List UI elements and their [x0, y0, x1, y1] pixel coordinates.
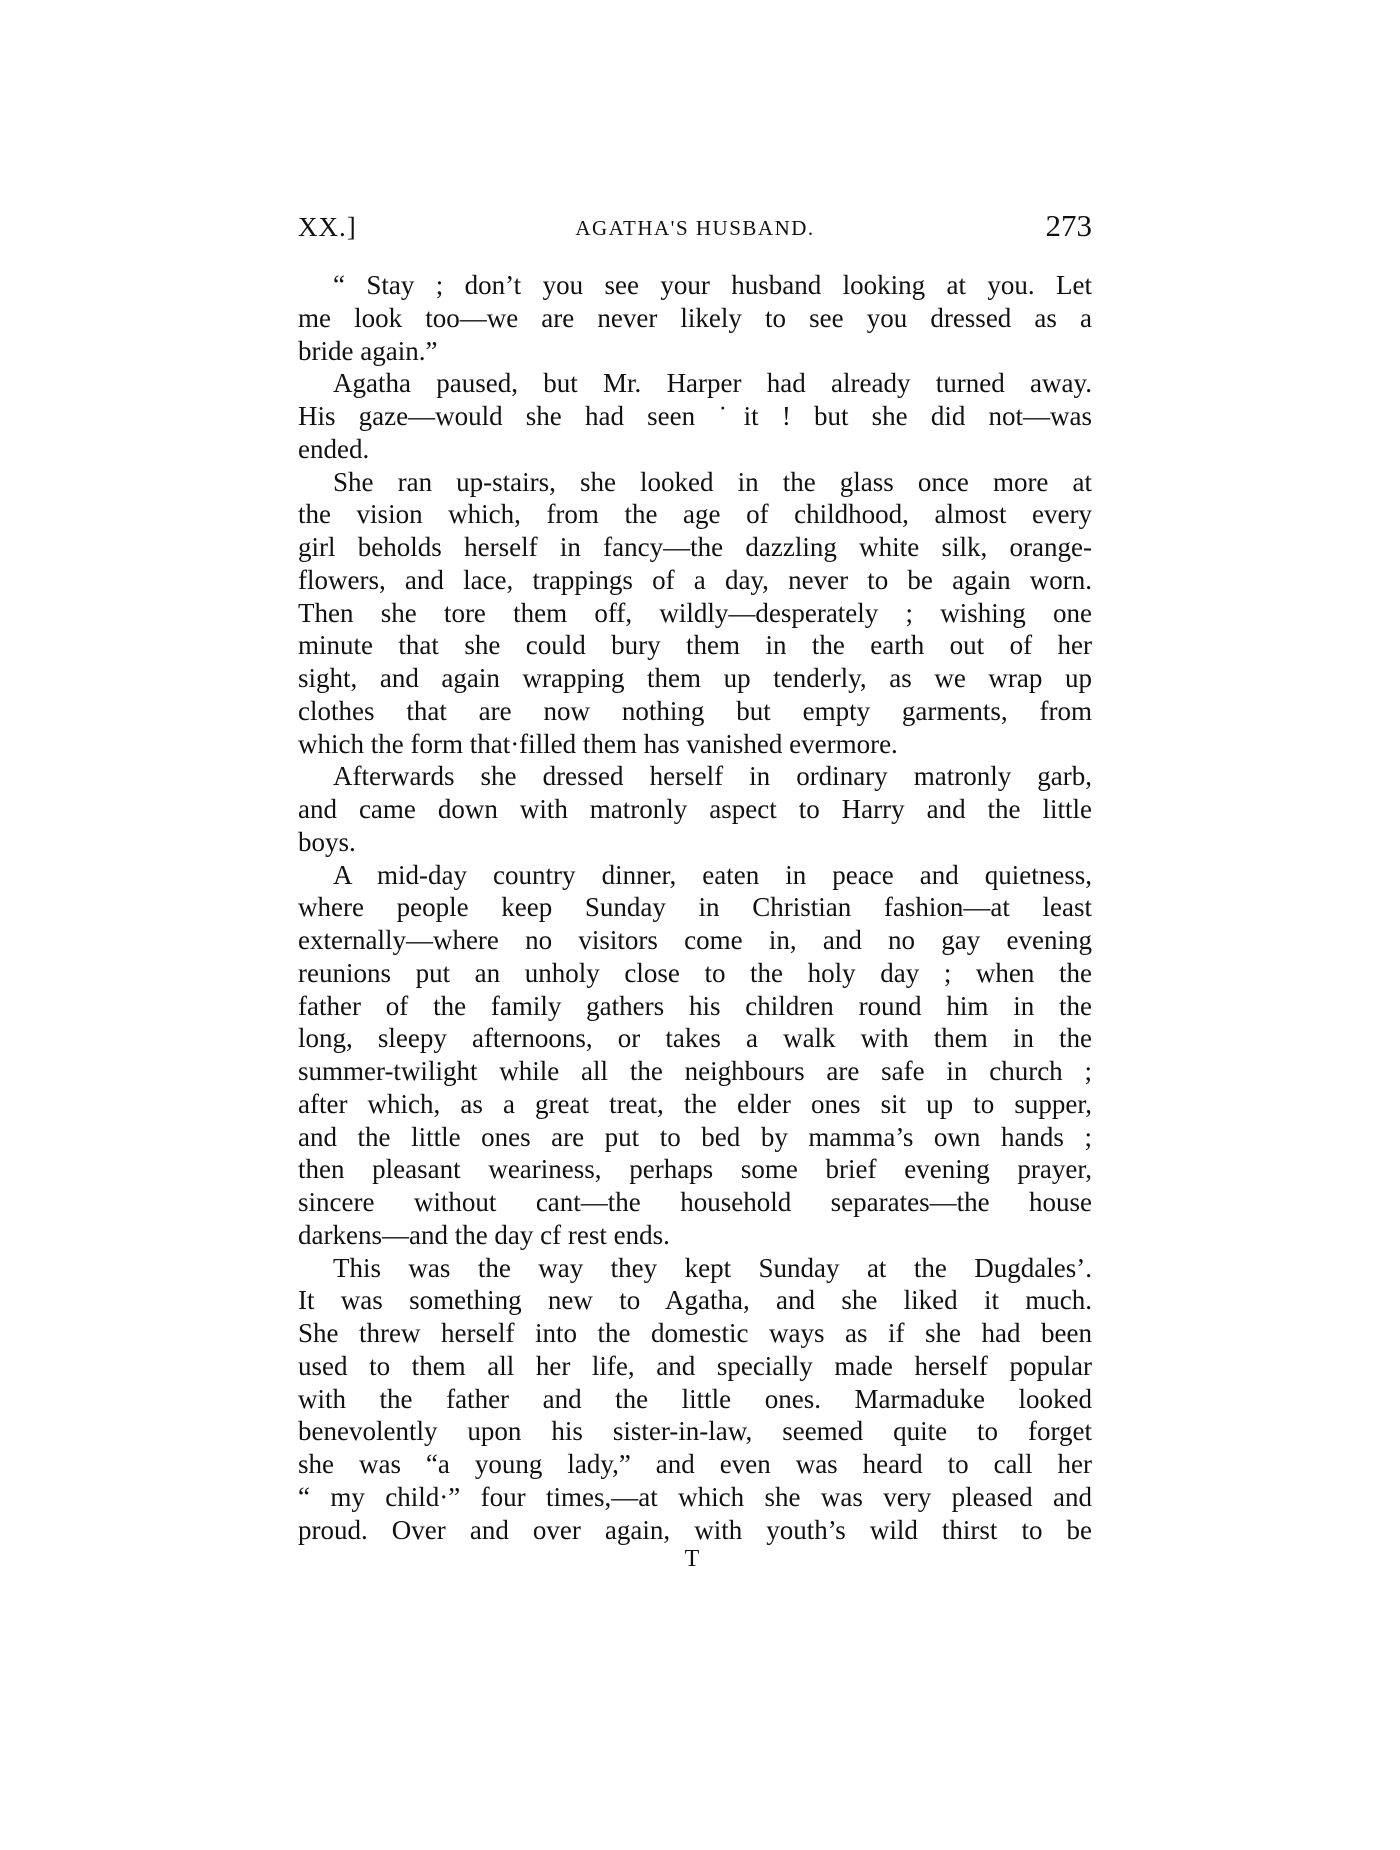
text-line: then pleasant weariness, perhaps some brief evening prayer,: [298, 1154, 1092, 1185]
text-line: flowers, and lace, trappings of a day, never to be again worn.: [298, 564, 1092, 595]
text-line: ended.: [298, 433, 370, 464]
text-line: This was the way they kept Sunday at the Dugdales’.: [333, 1252, 1092, 1283]
text-line: bride again.”: [298, 335, 438, 366]
text-line: sight, and again wrapping them up tenderly, as we wrap up: [298, 663, 1092, 693]
text-line: A mid-day country dinner, eaten in peace and quietness,: [333, 859, 1092, 890]
text-line: “ Stay ; don’t you see your husband looking at you. Let: [333, 270, 1092, 300]
text-line: after which, as a great treat, the elder ones sit up to supper,: [298, 1088, 1092, 1119]
text-line: darkens—and the day cf rest ends.: [298, 1219, 670, 1250]
signature-mark: [0, 1546, 1400, 1573]
text-line: minute that she could bury them in the earth out of her: [298, 630, 1092, 661]
text-line: and came down with matronly aspect to Harry and the little: [298, 794, 1092, 824]
text-line: where people keep Sunday in Christian fashion—at least: [298, 892, 1092, 923]
text-line: Afterwards she dressed herself in ordinary matronly garb,: [333, 761, 1092, 792]
running-title: AGATHA'S HUSBAND.: [575, 216, 815, 240]
text-line: His gaze—would she had seen ˙it ! but she did not—was: [298, 401, 1092, 431]
body-text: [298, 269, 1092, 1546]
text-line: girl beholds herself in fancy—the dazzling white silk, orange-: [298, 532, 1092, 562]
text-line: clothes that are now nothing but empty garments, from: [298, 695, 1092, 726]
text-line: Then she tore them off, wildly—desperately ; wishing one: [298, 597, 1092, 628]
signature-letter: T: [684, 1546, 700, 1572]
text-line: used to them all her life, and specially made herself popular: [298, 1350, 1092, 1381]
chapter-number: XX.]: [298, 212, 357, 242]
text-line: She ran up-stairs, she looked in the glass once more at: [333, 466, 1092, 497]
text-line: me look too—we are never likely to see you dressed as a: [298, 302, 1092, 333]
text-line: reunions put an unholy close to the holy day ; when the: [298, 957, 1092, 988]
page-number: 273: [1045, 208, 1092, 243]
text-line: boys.: [298, 826, 356, 857]
text-line: She threw herself into the domestic ways as if she had been: [298, 1318, 1092, 1348]
text-line: benevolently upon his sister-in-law, seemed quite to forget: [298, 1416, 1092, 1447]
text-line: externally—where no visitors come in, and no gay evening: [298, 925, 1092, 955]
text-line: sincere without cant—the household separates—the house: [298, 1187, 1092, 1217]
text-line: summer-twilight while all the neighbours are safe in church ;: [298, 1056, 1092, 1086]
text-line: “ my child·” four times,—at which she was very pleased and: [298, 1481, 1092, 1512]
text-line: long, sleepy afternoons, or takes a walk with them in the: [298, 1023, 1092, 1054]
text-line: with the father and the little ones. Marmaduke looked: [298, 1383, 1092, 1414]
text-line: It was something new to Agatha, and she liked it much.: [298, 1285, 1092, 1316]
running-header: [298, 208, 1092, 248]
text-line: she was “a young lady,” and even was heard to call her: [298, 1449, 1092, 1479]
text-line: which the form that·filled them has vanished evermore.: [298, 728, 898, 759]
text-line: father of the family gathers his children round him in the: [298, 990, 1092, 1021]
text-line: and the little ones are put to bed by mamma’s own hands ;: [298, 1121, 1092, 1152]
text-line: proud. Over and over again, with youth’s wild thirst to be: [298, 1514, 1092, 1545]
text-line: Agatha paused, but Mr. Harper had already turned away.: [333, 368, 1092, 399]
text-line: the vision which, from the age of childhood, almost every: [298, 499, 1092, 530]
